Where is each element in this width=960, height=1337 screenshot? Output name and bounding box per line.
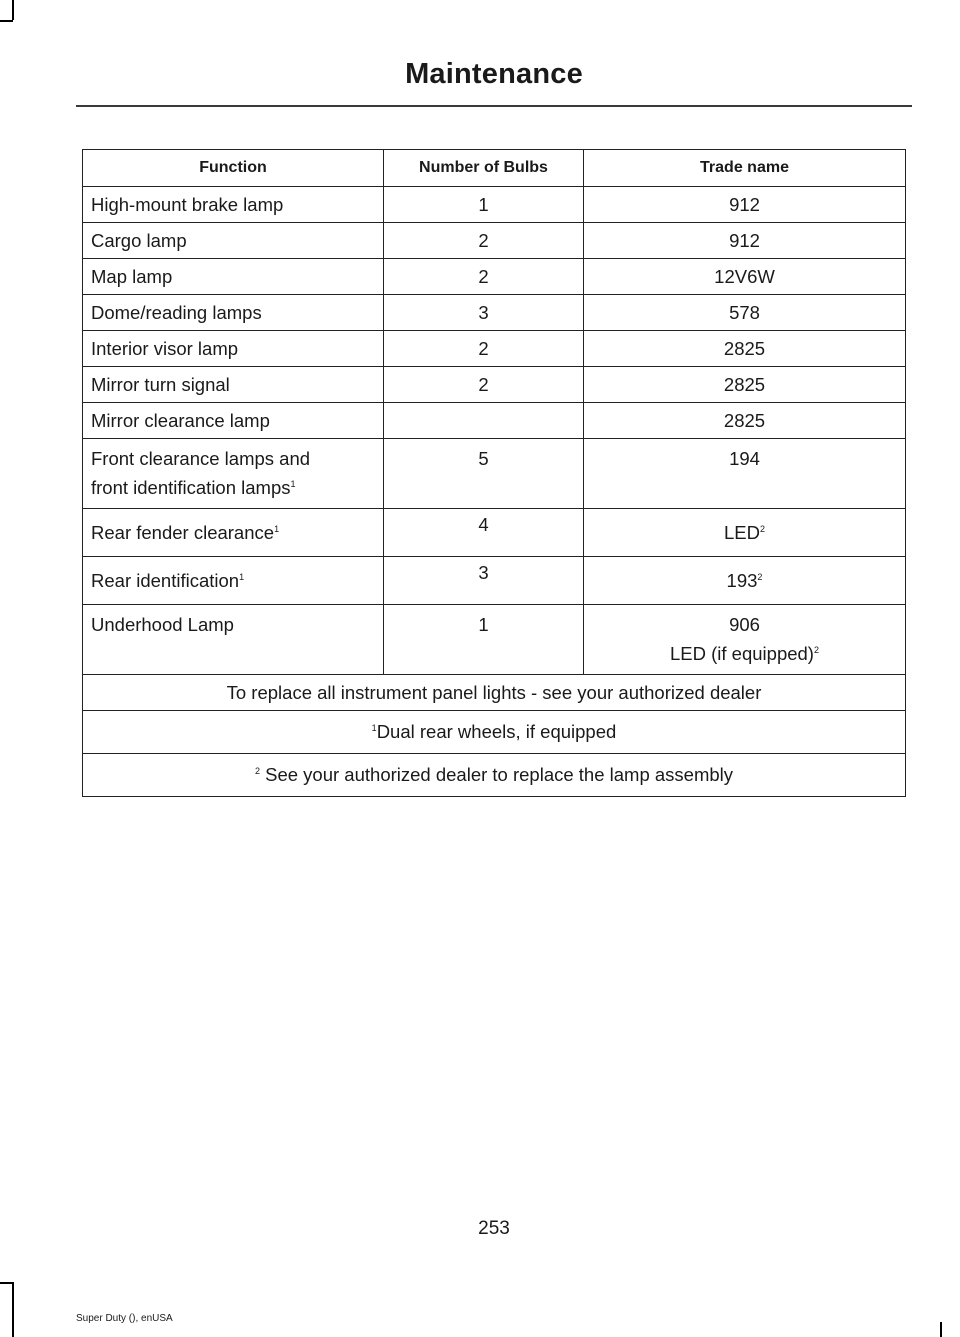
footnote-ref: 1 bbox=[290, 478, 296, 489]
footnote-ref: 1 bbox=[239, 571, 245, 582]
trade-cell bbox=[584, 605, 906, 675]
column-header-number-of-bulbs: Number of Bulbs bbox=[384, 150, 584, 187]
function-text: Rear fender clearance bbox=[91, 521, 275, 543]
table-row bbox=[83, 403, 906, 439]
table-row bbox=[83, 509, 906, 557]
page-number: 253 bbox=[478, 1218, 510, 1239]
footnote-marker: 2 bbox=[254, 765, 260, 776]
bulbs-cell: 3 bbox=[384, 295, 584, 331]
footnote-ref: 2 bbox=[757, 571, 763, 582]
trade-cell: 12V6W bbox=[584, 259, 906, 295]
trade-cell bbox=[584, 509, 906, 557]
table-note-row bbox=[83, 711, 906, 754]
bulbs-cell: 2 bbox=[384, 259, 584, 295]
bulbs-cell: 2 bbox=[384, 331, 584, 367]
table-note-row bbox=[83, 754, 906, 797]
table-row bbox=[83, 331, 906, 367]
function-cell: Mirror turn signal bbox=[83, 367, 384, 403]
footnote-cell bbox=[83, 754, 906, 797]
footnote-ref: 2 bbox=[759, 523, 765, 534]
header-rule bbox=[76, 105, 912, 107]
trade-cell: 2825 bbox=[584, 367, 906, 403]
trade-cell: 194 bbox=[584, 439, 906, 509]
table-row bbox=[83, 605, 906, 675]
bulbs-cell: 4 bbox=[384, 509, 584, 557]
trade-text-line1: 906 bbox=[729, 614, 760, 635]
crop-mark bbox=[12, 1282, 14, 1337]
footnote-cell bbox=[83, 711, 906, 754]
function-cell: Map lamp bbox=[83, 259, 384, 295]
table-row bbox=[83, 367, 906, 403]
bulbs-cell: 5 bbox=[384, 439, 584, 509]
note-cell: To replace all instrument panel lights - see your authorized dealer bbox=[83, 675, 906, 711]
function-cell: Dome/reading lamps bbox=[83, 295, 384, 331]
bulbs-cell: 2 bbox=[384, 223, 584, 259]
trade-cell: 912 bbox=[584, 223, 906, 259]
function-cell bbox=[83, 509, 384, 557]
trade-text: 193 bbox=[726, 569, 758, 591]
function-cell: Mirror clearance lamp bbox=[83, 403, 384, 439]
table-row bbox=[83, 259, 906, 295]
column-header-function: Function bbox=[83, 150, 384, 187]
table-row bbox=[83, 223, 906, 259]
crop-mark bbox=[12, 0, 14, 20]
table-header-row bbox=[83, 150, 906, 187]
trade-cell bbox=[584, 557, 906, 605]
crop-mark bbox=[0, 1282, 13, 1284]
trade-cell: 578 bbox=[584, 295, 906, 331]
column-header-trade-name: Trade name bbox=[584, 150, 906, 187]
function-cell bbox=[83, 557, 384, 605]
table-row bbox=[83, 187, 906, 223]
crop-mark bbox=[0, 20, 13, 22]
trade-cell: 912 bbox=[584, 187, 906, 223]
table-row bbox=[83, 439, 906, 509]
bulbs-cell: 2 bbox=[384, 367, 584, 403]
function-cell bbox=[83, 439, 384, 509]
trade-text-line2: LED (if equipped) bbox=[670, 643, 814, 664]
bulbs-cell: 1 bbox=[384, 187, 584, 223]
document-id: Super Duty (), enUSA bbox=[76, 1313, 173, 1324]
function-cell: Cargo lamp bbox=[83, 223, 384, 259]
footnote-text: See your authorized dealer to replace the lamp assembly bbox=[259, 764, 734, 785]
footnote-ref: 2 bbox=[813, 644, 819, 655]
table-row bbox=[83, 557, 906, 605]
function-text-line1: Front clearance lamps and bbox=[91, 448, 311, 469]
bulbs-cell bbox=[384, 403, 584, 439]
bulbs-cell: 3 bbox=[384, 557, 584, 605]
trade-text: LED bbox=[723, 521, 760, 543]
bulb-table bbox=[82, 149, 906, 797]
trade-cell: 2825 bbox=[584, 331, 906, 367]
footnote-text: Dual rear wheels, if equipped bbox=[376, 721, 617, 742]
bulbs-cell: 1 bbox=[384, 605, 584, 675]
footnote-ref: 1 bbox=[274, 523, 280, 534]
function-cell: Interior visor lamp bbox=[83, 331, 384, 367]
footnote-marker: 1 bbox=[371, 722, 377, 733]
function-cell: Underhood Lamp bbox=[83, 605, 384, 675]
function-text: Rear identification bbox=[91, 569, 240, 591]
trade-cell: 2825 bbox=[584, 403, 906, 439]
table-note-row bbox=[83, 675, 906, 711]
function-text-line2: front identification lamps bbox=[91, 477, 291, 498]
crop-mark bbox=[940, 1322, 942, 1337]
page-title: Maintenance bbox=[405, 58, 583, 90]
table-row bbox=[83, 295, 906, 331]
function-cell: High-mount brake lamp bbox=[83, 187, 384, 223]
